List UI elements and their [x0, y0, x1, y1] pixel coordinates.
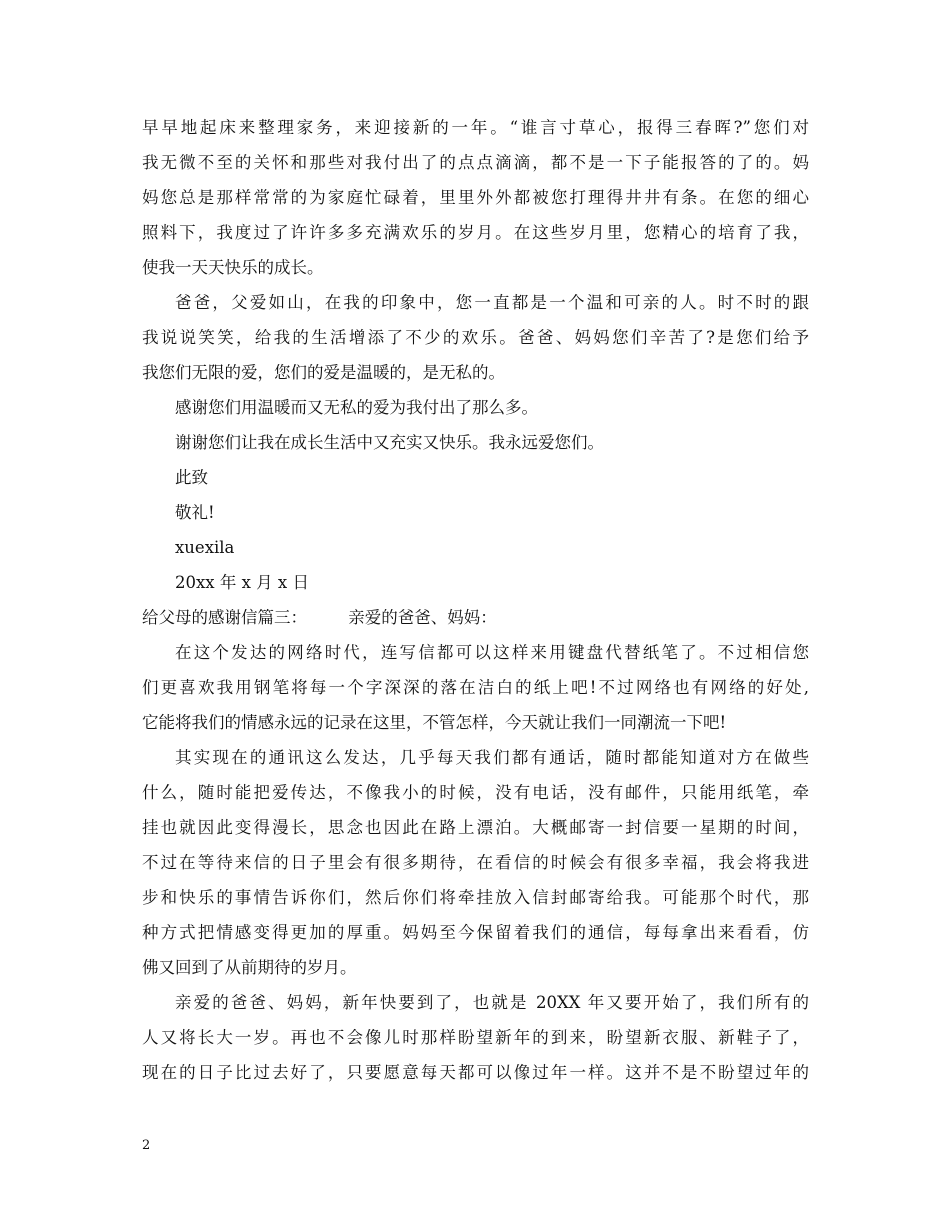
- text-line: 现在的日子比过去好了，只要愿意每天都可以像过年一样。这并不是不盼望过年的: [142, 1063, 809, 1082]
- text-line: 亲爱的爸爸、妈妈，新年快要到了，也就是 20XX 年又要开始了，我们所有的: [175, 993, 809, 1012]
- text-line: 不过在等待来信的日子里会有很多期待，在看信的时候会有很多幸福，我会将我进: [142, 853, 809, 872]
- text-line: 我您们无限的爱，您们的爱是温暖的，是无私的。: [142, 363, 505, 382]
- text-line: 佛又回到了从前期待的岁月。: [142, 958, 357, 977]
- text-line: 早早地起床来整理家务，来迎接新的一年。“谁言寸草心，报得三春晖?”您们对: [142, 118, 809, 137]
- text-line: 种方式把情感变得更加的厚重。妈妈至今保留着我们的通信，每每拿出来看看，仿: [142, 923, 809, 942]
- date-line: 20xx 年 x 月 x 日: [175, 573, 309, 592]
- text-line: 什么，随时能把爱传达，不像我小的时候，没有电话，没有邮件，只能用纸笔，牵: [142, 783, 809, 802]
- text-line: 爸爸，父爱如山，在我的印象中，您一直都是一个温和可亲的人。时不时的跟: [175, 293, 809, 312]
- text-line: 挂也就因此变得漫长，思念也因此在路上漂泊。大概邮寄一封信要一星期的时间，: [142, 818, 809, 837]
- text-line: 在这个发达的网络时代，连写信都可以这样来用键盘代替纸笔了。不过相信您: [175, 643, 809, 662]
- section-heading: 给父母的感谢信篇三： 亲爱的爸爸、妈妈：: [142, 608, 497, 627]
- signature: xuexila: [175, 538, 235, 557]
- text-line: 我说说笑笑，给我的生活增添了不少的欢乐。爸爸、妈妈您们辛苦了?是您们给予: [142, 328, 809, 347]
- text-line: 其实现在的通讯这么发达，几乎每天我们都有通话，随时都能知道对方在做些: [175, 748, 809, 767]
- text-line: 步和快乐的事情告诉你们，然后你们将牵挂放入信封邮寄给我。可能那个时代，那: [142, 888, 809, 907]
- closing-line: 此致: [175, 468, 208, 487]
- text-line: 人又将长大一岁。再也不会像儿时那样盼望新年的到来，盼望新衣服、新鞋子了，: [142, 1028, 809, 1047]
- closing-salutation: 敬礼!: [175, 503, 215, 522]
- page-number: 2: [142, 1138, 151, 1153]
- text-line: 它能将我们的情感永远的记录在这里，不管怎样，今天就让我们一同潮流一下吧!: [142, 713, 727, 732]
- text-line: 感谢您们用温暖而又无私的爱为我付出了那么多。: [175, 398, 538, 417]
- text-line: 妈您总是那样常常的为家庭忙碌着，里里外外都被您打理得井井有条。在您的细心: [142, 188, 809, 207]
- text-line: 照料下，我度过了许许多多充满欢乐的岁月。在这些岁月里，您精心的培育了我，: [142, 223, 809, 242]
- text-line: 使我一天天快乐的成长。: [142, 258, 324, 277]
- text-line: 们更喜欢我用钢笔将每一个字深深的落在洁白的纸上吧!不过网络也有网络的好处,: [142, 678, 809, 697]
- text-line: 谢谢您们让我在成长生活中又充实又快乐。我永远爱您们。: [175, 433, 604, 452]
- text-line: 我无微不至的关怀和那些对我付出了的点点滴滴，都不是一下子能报答的了的。妈: [142, 153, 809, 172]
